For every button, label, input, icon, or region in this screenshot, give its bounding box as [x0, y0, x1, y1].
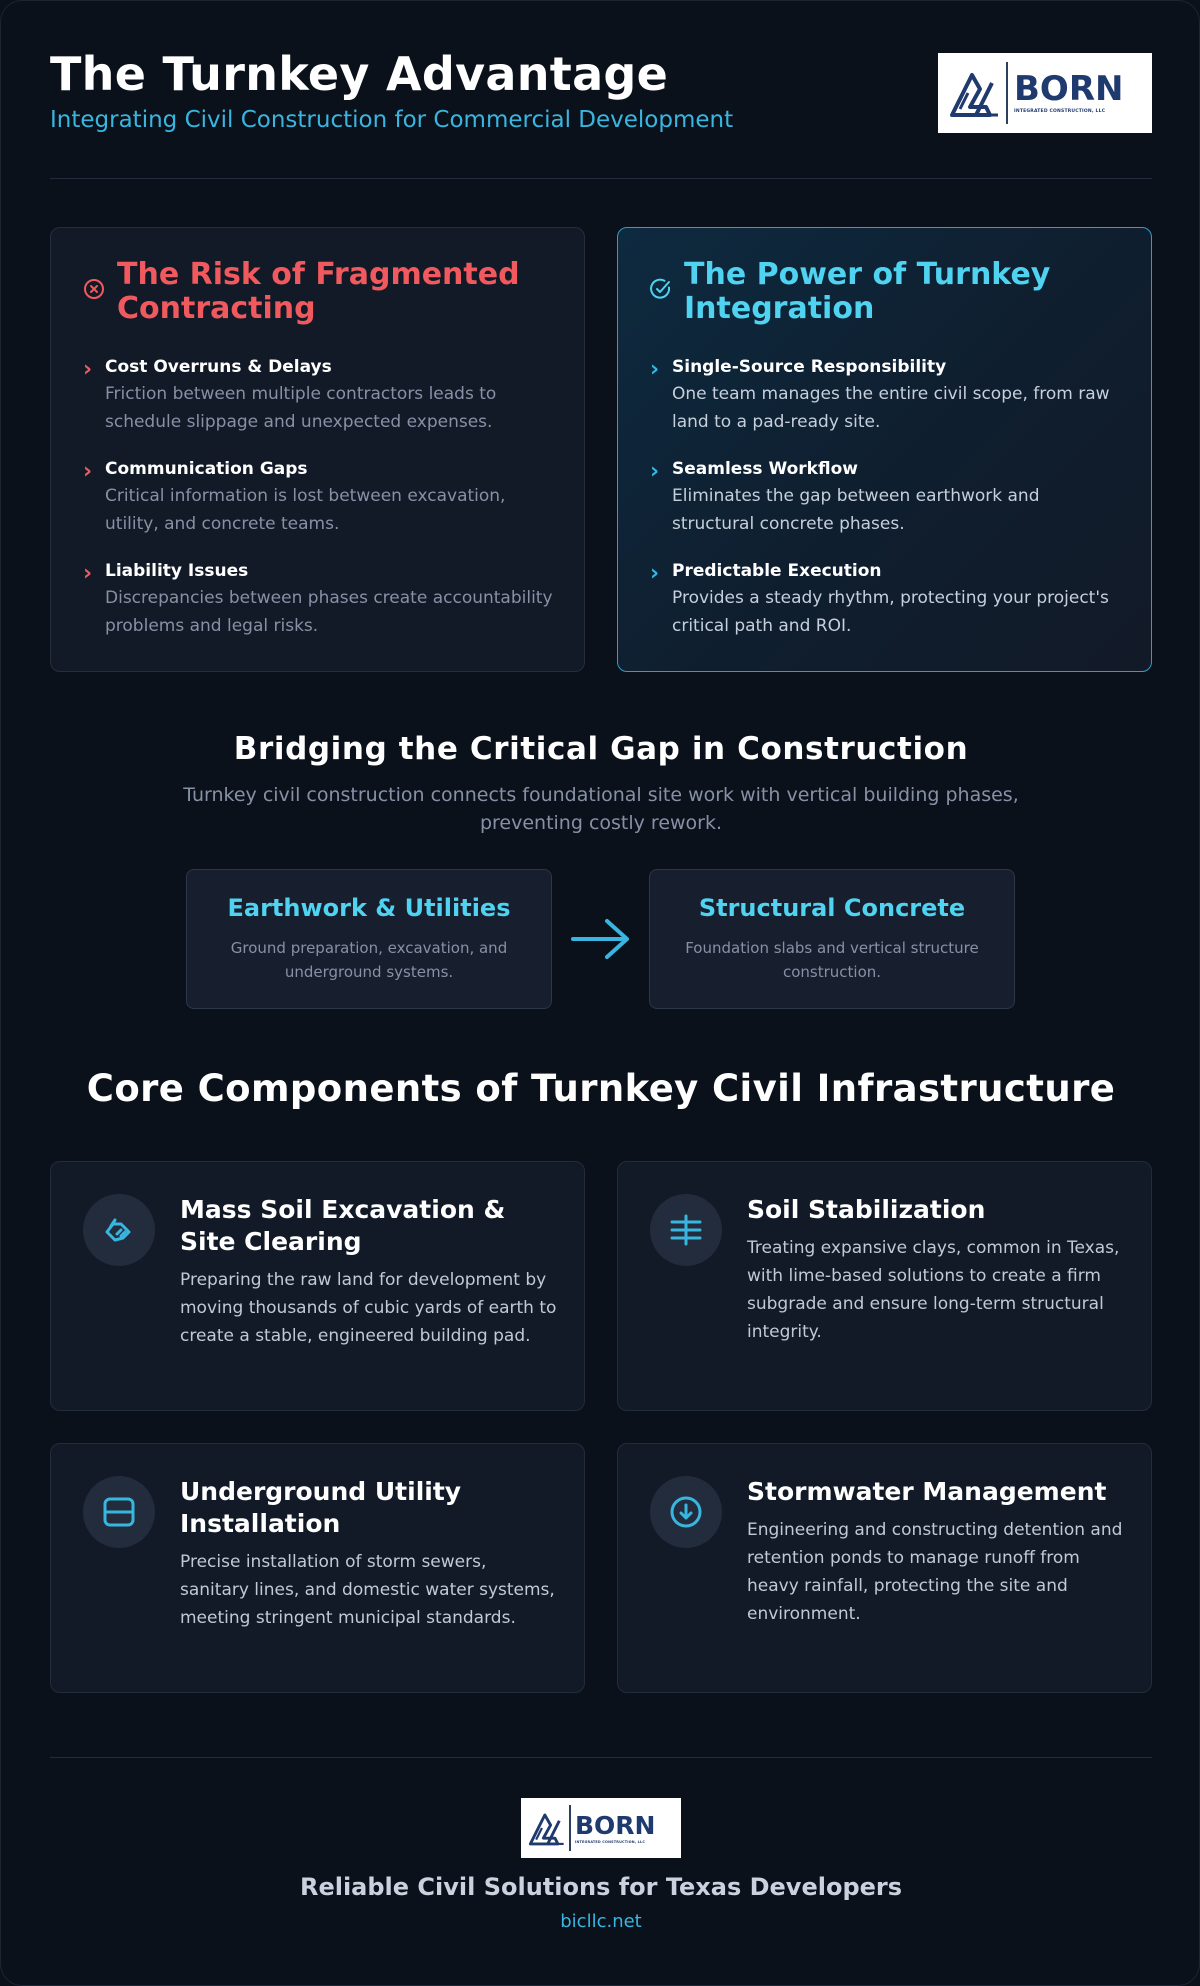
chevron-right-icon: ›: [83, 459, 93, 484]
icon-circle: [83, 1194, 155, 1266]
power-list: [650, 356, 1120, 662]
component-card-stabilization: [617, 1161, 1152, 1411]
power-card-header: [650, 258, 1120, 326]
bic-logo-mark-icon: [946, 63, 1004, 123]
arrow-right-icon: [571, 917, 631, 961]
list-item-title: Cost Overruns & Delays: [105, 357, 332, 377]
list-item-title: Single-Source Responsibility: [672, 357, 947, 377]
phase-title: Structural Concrete: [698, 894, 966, 922]
component-title: Mass Soil Excavation & Site Clearing: [180, 1195, 506, 1256]
icon-circle: [650, 1194, 722, 1266]
risk-card: [50, 227, 585, 672]
list-item: [83, 560, 553, 640]
logo-tagline: INTEGRATED CONSTRUCTION, LLC: [1014, 109, 1106, 114]
list-item: [650, 560, 1120, 640]
chevron-right-icon: ›: [650, 357, 660, 382]
chevron-right-icon: ›: [650, 561, 660, 586]
list-item-text: Provides a steady rhythm, protecting your project's critical path and ROI.: [672, 588, 1109, 636]
component-text: Treating expansive clays, common in Texas, with lime-based solutions to create a firm subgrade and ensure long-term structural integrity.: [747, 1238, 1120, 1342]
logo-name: BORN: [1014, 69, 1124, 109]
phase-title: Earthwork & Utilities: [227, 894, 511, 922]
list-item-text: Discrepancies between phases create accountability problems and legal risks.: [105, 588, 553, 636]
list-item-title: Predictable Execution: [672, 561, 882, 581]
chevron-right-icon: ›: [83, 561, 93, 586]
list-item: [650, 458, 1120, 538]
component-body: [747, 1194, 1127, 1346]
list-item-title: Seamless Workflow: [672, 459, 858, 479]
bridge-subtitle: Turnkey civil construction connects foundational site work with vertical building phases, preventing costly rework.: [183, 784, 1019, 834]
bic-logo-mark-icon: [526, 1806, 568, 1850]
component-body: [180, 1194, 560, 1350]
component-title: Stormwater Management: [747, 1477, 1107, 1506]
pipe-icon: [101, 1494, 137, 1530]
icon-circle: [650, 1476, 722, 1548]
footer-url[interactable]: bicllc.net: [560, 1911, 642, 1932]
footer-divider: [50, 1757, 1152, 1758]
layers-icon: [668, 1212, 704, 1248]
footer-logo: [521, 1798, 681, 1858]
risk-card-header: [83, 258, 553, 326]
icon-circle: [83, 1476, 155, 1548]
page-title: The Turnkey Advantage: [50, 47, 669, 101]
list-item-text: One team manages the entire civil scope, from raw land to a pad-ready site.: [672, 384, 1110, 432]
component-text: Engineering and constructing detention and retention ponds to manage runoff from heavy rainfall, protecting the site and environment.: [747, 1520, 1123, 1624]
component-body: [747, 1476, 1127, 1628]
component-card-utilities: [50, 1443, 585, 1693]
header-divider: [50, 178, 1152, 179]
list-item-text: Friction between multiple contractors leads to schedule slippage and unexpected expenses.: [105, 384, 497, 432]
company-logo: [938, 53, 1152, 133]
header: [50, 47, 1152, 133]
footer-tagline: Reliable Civil Solutions for Texas Developers: [299, 1873, 903, 1901]
logo-separator: [1006, 62, 1008, 124]
page-subtitle: Integrating Civil Construction for Commercial Development: [50, 107, 734, 133]
phase-text: Foundation slabs and vertical structure construction.: [685, 939, 979, 981]
bridge-title: Bridging the Critical Gap in Construction: [233, 731, 969, 767]
list-item-text: Critical information is lost between excavation, utility, and concrete teams.: [105, 486, 506, 534]
power-card: [617, 227, 1152, 672]
list-item-title: Communication Gaps: [105, 459, 308, 479]
logo-separator: [569, 1805, 571, 1851]
component-card-excavation: [50, 1161, 585, 1411]
logo-tagline: INTEGRATED CONSTRUCTION, LLC: [575, 1839, 646, 1844]
list-item-text: Eliminates the gap between earthwork and structural concrete phases.: [672, 486, 1040, 534]
excavator-icon: [101, 1212, 137, 1248]
phase-text: Ground preparation, excavation, and underground systems.: [230, 939, 508, 981]
component-title: Underground Utility Installation: [180, 1477, 462, 1538]
component-text: Precise installation of storm sewers, sanitary lines, and domestic water systems, meeting stringent municipal standards.: [180, 1552, 555, 1628]
chevron-right-icon: ›: [83, 357, 93, 382]
drain-icon: [668, 1494, 704, 1530]
risk-card-title: The Risk of Fragmented Contracting: [117, 257, 520, 326]
list-item: [650, 356, 1120, 436]
component-text: Preparing the raw land for development by moving thousands of cubic yards of earth to create a stable, engineered building pad.: [180, 1270, 557, 1346]
risk-list: [83, 356, 553, 662]
chevron-right-icon: ›: [650, 459, 660, 484]
power-card-title: The Power of Turnkey Integration: [684, 257, 1051, 326]
component-body: [180, 1476, 560, 1632]
components-title: Core Components of Turnkey Civil Infrastructure: [86, 1067, 1116, 1110]
check-circle-icon: [650, 278, 672, 300]
phase-structural-concrete: [649, 869, 1015, 1009]
component-card-stormwater: [617, 1443, 1152, 1693]
phase-earthwork: [186, 869, 552, 1009]
list-item-title: Liability Issues: [105, 561, 249, 581]
x-circle-icon: [83, 278, 105, 300]
component-title: Soil Stabilization: [747, 1195, 986, 1224]
list-item: [83, 356, 553, 436]
list-item: [83, 458, 553, 538]
logo-name: BORN: [575, 1810, 656, 1840]
